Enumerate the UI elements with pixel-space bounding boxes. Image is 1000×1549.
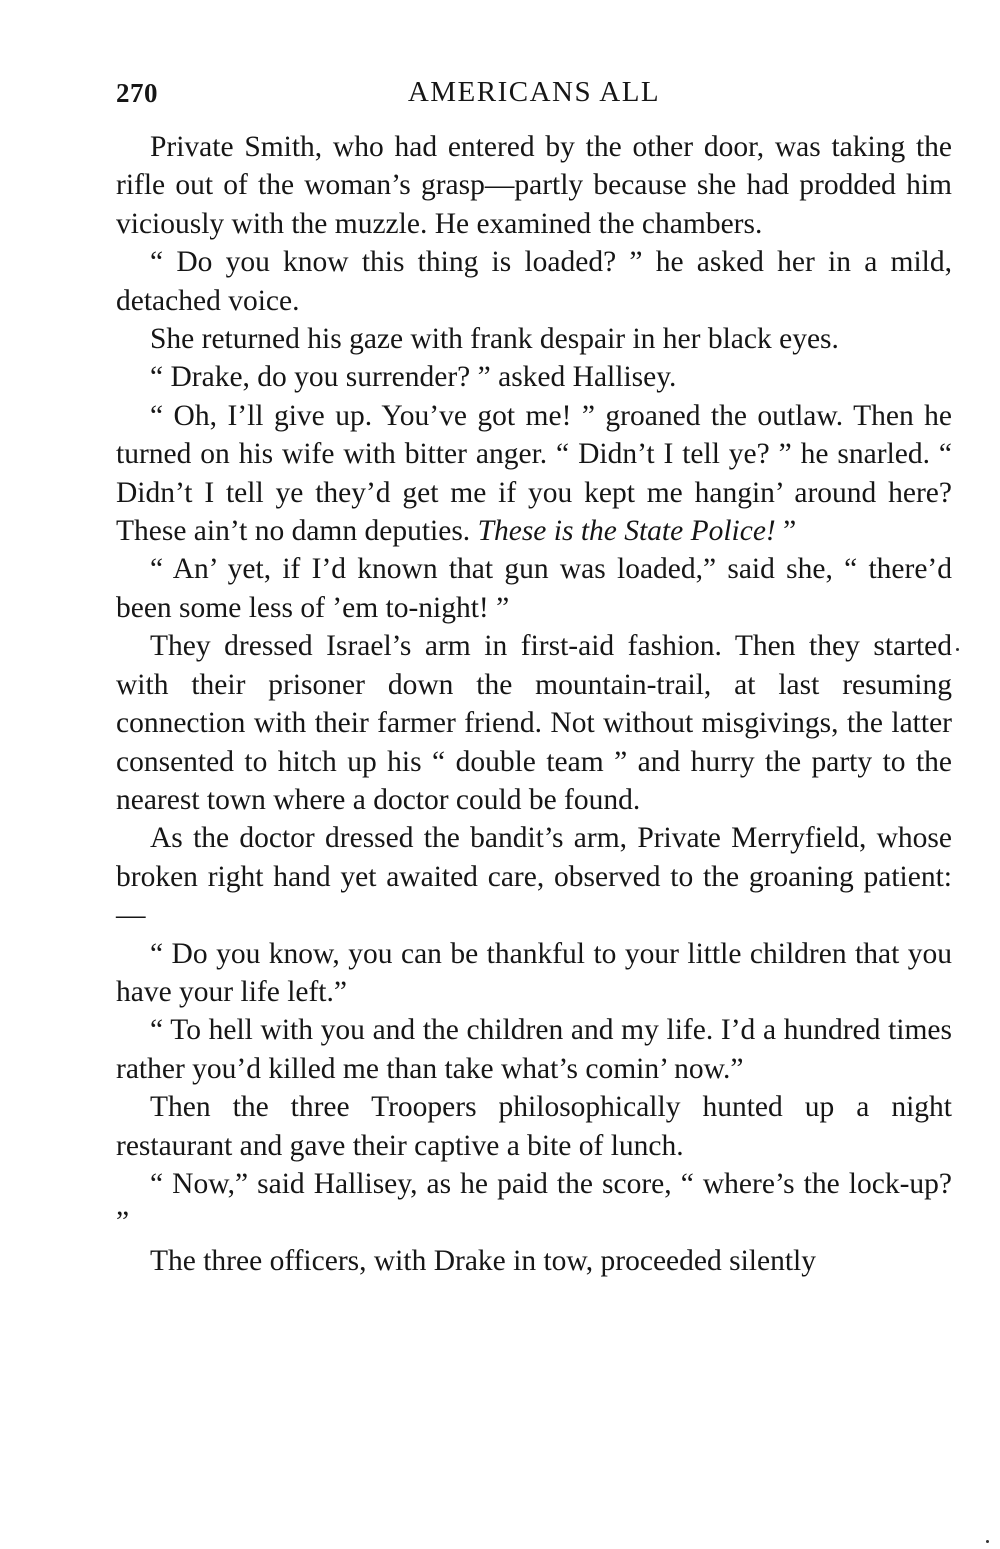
paragraph: She returned his gaze with frank despair in her black eyes. [150, 323, 839, 356]
paragraph: Then the three Troopers philosophically hunted up a night restaurant and gave their captive a bite of lunch. [116, 1091, 952, 1162]
paragraph: As the doctor dressed the bandit’s arm, Private Merryfield, whose broken right hand yet awaited care, observed to the groaning patient:— [116, 822, 952, 932]
running-head: AMERICANS ALL [407, 76, 661, 108]
paragraph: “ Do you know, you can be thankful to your little children that you have your life left.” [116, 937, 952, 1008]
paragraph: “ To hell with you and the children and my life. I’d a hundred times rather you’d killed me than take what’s comin’ now.” [116, 1014, 952, 1085]
body-text [116, 128, 952, 1280]
paragraph: The three officers, with Drake in tow, proceeded silently [150, 1244, 816, 1277]
paragraph: “ Drake, do you surrender? ” asked Hallisey. [150, 361, 677, 394]
paragraph: They dressed Israel’s arm in first-aid fashion. Then they started with their prisoner down the mountain-trail, at last resuming connection with their farmer friend. Not without misgivings, the latter consented to hitch up his “ double team ” and hurry the party to the nearest town where a doctor could be found. [116, 630, 952, 816]
paragraph: “ Oh, I’ll give up. You’ve got me! ” groaned the outlaw. Then he turned on his wife with bitter anger. “ Didn’t I tell ye? ” he snarled. “ Didn’t I tell ye they’d get me if you kept me hangin’ around here? These ain’t no damn deputies. These is the State Police! ” [116, 399, 952, 548]
scan-speck [986, 1540, 989, 1543]
paragraph: “ Do you know this thing is loaded? ” he asked her in a mild, detached voice. [116, 246, 952, 317]
scan-speck [956, 648, 959, 651]
emphasized-text: These is the State Police! [477, 515, 776, 548]
page-number: 270 [116, 78, 158, 108]
paragraph: “ Now,” said Hallisey, as he paid the score, “ where’s the lock-up? ” [116, 1167, 952, 1239]
paragraph: Private Smith, who had entered by the other door, was taking the rifle out of the woman’s grasp—partly because she had prodded him viciously with the muzzle. He examined the chambers. [116, 131, 952, 240]
page-header [116, 70, 952, 118]
paragraph: “ An’ yet, if I’d known that gun was loaded,” said she, “ there’d been some less of ’em to-night! ” [116, 553, 952, 624]
book-page [116, 70, 952, 1280]
